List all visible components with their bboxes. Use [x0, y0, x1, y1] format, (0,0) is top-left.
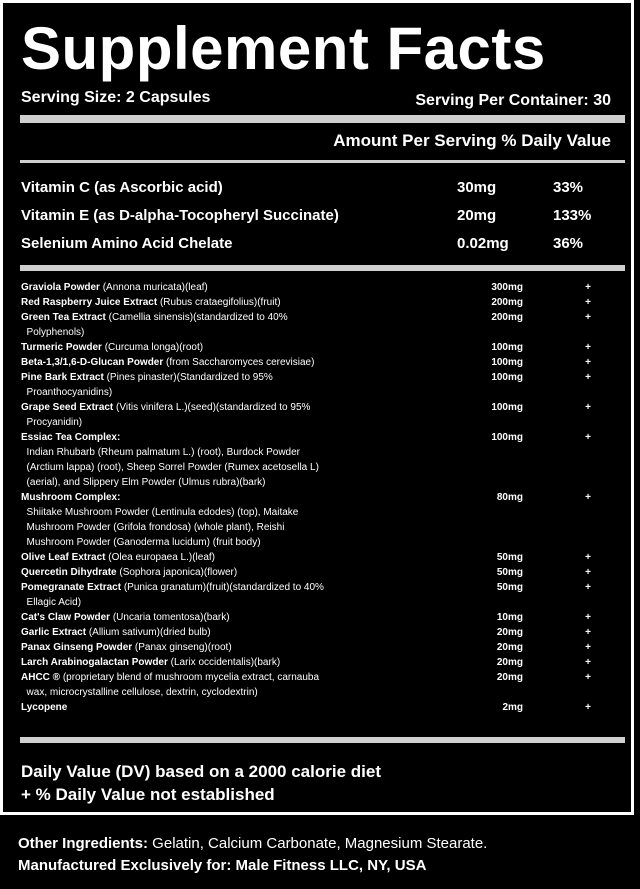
ingredient-name-cell	[21, 595, 451, 610]
ingredient-daily-value: +	[585, 297, 591, 308]
ingredient-amount: 20mg	[496, 642, 523, 653]
ingredient-detail: (Annona muricata)(leaf)	[99, 282, 208, 293]
ingredient-name-cell	[21, 325, 451, 340]
ingredient-amount	[451, 460, 523, 475]
nutrient-row	[21, 179, 609, 201]
ingredient-row	[21, 580, 621, 595]
ingredient-amount: 50mg	[496, 567, 523, 578]
ingredient-daily-value	[523, 535, 591, 550]
ingredient-name: Cat's Claw Powder	[21, 612, 111, 623]
ingredient-row	[21, 625, 621, 640]
ingredient-amount: 50mg	[496, 552, 523, 563]
ingredient-daily-value: +	[585, 552, 591, 563]
nutrient-amount: 0.02mg	[457, 235, 509, 252]
ingredient-daily-value	[523, 415, 591, 430]
ingredient-name: Pomegranate Extract	[21, 582, 122, 593]
nutrient-amount: 20mg	[457, 207, 497, 224]
ingredient-name-cell	[21, 310, 451, 325]
ingredient-row	[21, 640, 621, 655]
ingredient-daily-value: +	[585, 672, 591, 683]
ingredient-detail: Polyphenols)	[21, 327, 85, 338]
ingredient-detail: (Allium sativum)(dried bulb)	[86, 627, 211, 638]
ingredient-daily-value	[523, 595, 591, 610]
ingredient-name-cell	[21, 625, 451, 640]
ingredient-amount	[451, 415, 523, 430]
ingredient-detail: (Sophora japonica)(flower)	[116, 567, 238, 578]
ingredient-amount: 100mg	[491, 342, 523, 353]
ingredient-name-cell	[21, 685, 451, 700]
ingredient-daily-value	[523, 520, 591, 535]
ingredient-daily-value	[523, 505, 591, 520]
ingredient-row	[21, 475, 621, 490]
ingredient-amount	[451, 520, 523, 535]
thick-divider	[20, 115, 625, 123]
ingredient-name-cell	[21, 385, 451, 400]
ingredient-daily-value: +	[585, 402, 591, 413]
ingredient-row	[21, 310, 621, 325]
ingredient-daily-value	[523, 325, 591, 340]
ingredient-amount: 100mg	[491, 432, 523, 443]
ingredient-name: Panax Ginseng Powder	[21, 642, 133, 653]
ingredient-amount: 50mg	[496, 582, 523, 593]
ingredient-detail: Ellagic Acid)	[21, 597, 82, 608]
nutrient-daily-value: 33%	[553, 179, 584, 196]
footnote-line: Daily Value (DV) based on a 2000 calorie diet	[21, 762, 381, 781]
ingredient-row	[21, 520, 621, 535]
amount-per-serving-header: Amount Per Serving % Daily Value	[333, 131, 611, 150]
ingredient-detail: (Panax ginseng)(root)	[132, 642, 232, 653]
ingredient-name-cell	[21, 400, 451, 415]
ingredient-name-cell	[21, 655, 451, 670]
serving-size: Serving Size: 2 Capsules	[21, 89, 211, 106]
ingredient-row	[21, 610, 621, 625]
ingredient-name-cell	[21, 340, 451, 355]
ingredient-name-cell	[21, 580, 451, 595]
ingredient-name: Lycopene	[21, 702, 68, 713]
ingredient-amount: 100mg	[491, 402, 523, 413]
manufacturer-line: Manufactured Exclusively for: Male Fitness LLC, NY, USA	[18, 857, 427, 874]
divider	[20, 160, 625, 163]
ingredient-name-cell	[21, 430, 451, 445]
nutrient-name: Selenium Amino Acid Chelate	[21, 235, 233, 252]
ingredient-amount	[451, 685, 523, 700]
ingredient-row	[21, 325, 621, 340]
ingredient-row	[21, 505, 621, 520]
ingredient-daily-value: +	[585, 612, 591, 623]
ingredient-name-cell	[21, 490, 451, 505]
ingredient-daily-value: +	[585, 432, 591, 443]
ingredient-amount: 300mg	[491, 282, 523, 293]
other-ingredients-value: Gelatin, Calcium Carbonate, Magnesium Stearate.	[148, 835, 488, 852]
ingredient-detail: Proanthocyanidins)	[21, 387, 113, 398]
ingredient-name-cell	[21, 700, 451, 715]
ingredient-row	[21, 355, 621, 370]
ingredient-detail: Indian Rhubarb (Rheum palmatum L.) (root), Burdock Powder	[21, 447, 301, 458]
ingredient-detail: (Punica granatum)(fruit)(standardized to 40%	[121, 582, 324, 593]
ingredient-daily-value: +	[585, 357, 591, 368]
ingredient-amount: 2mg	[502, 702, 523, 713]
ingredient-detail: Shiitake Mushroom Powder (Lentinula edodes) (top), Maitake	[21, 507, 299, 518]
ingredient-amount: 20mg	[496, 657, 523, 668]
ingredient-name: Mushroom Complex:	[21, 492, 121, 503]
panel-title: Supplement Facts	[21, 15, 546, 82]
ingredient-daily-value: +	[585, 372, 591, 383]
ingredient-list	[21, 280, 621, 715]
ingredient-name: Olive Leaf Extract	[21, 552, 106, 563]
ingredient-detail: (Vitis vinifera L.)(seed)(standardized to 95%	[113, 402, 311, 413]
thick-divider	[20, 737, 625, 743]
ingredient-row	[21, 295, 621, 310]
ingredient-amount: 20mg	[496, 627, 523, 638]
ingredient-daily-value: +	[585, 627, 591, 638]
daily-value-footnote	[21, 760, 381, 806]
ingredient-daily-value: +	[585, 582, 591, 593]
other-ingredients	[18, 833, 487, 855]
ingredient-name: AHCC ®	[21, 672, 61, 683]
ingredient-name-cell	[21, 280, 451, 295]
ingredient-detail: (Camellia sinensis)(standardized to 40%	[105, 312, 288, 323]
ingredient-row	[21, 340, 621, 355]
nutrient-daily-value: 133%	[553, 207, 592, 224]
ingredient-name: Beta-1,3/1,6-D-Glucan Powder	[21, 357, 164, 368]
ingredient-amount	[451, 505, 523, 520]
ingredient-amount: 100mg	[491, 372, 523, 383]
ingredient-amount	[451, 595, 523, 610]
ingredient-name: Larch Arabinogalactan Powder	[21, 657, 168, 668]
other-ingredients-label: Other Ingredients:	[18, 835, 149, 852]
ingredient-daily-value	[523, 460, 591, 475]
ingredient-amount	[451, 325, 523, 340]
ingredient-name-cell	[21, 475, 451, 490]
ingredient-amount	[451, 475, 523, 490]
ingredient-amount: 100mg	[491, 357, 523, 368]
ingredient-amount	[451, 445, 523, 460]
ingredient-detail: (Pines pinaster)(Standardized to 95%	[103, 372, 273, 383]
ingredient-name-cell	[21, 415, 451, 430]
ingredient-name-cell	[21, 445, 451, 460]
ingredient-name: Grape Seed Extract	[21, 402, 114, 413]
ingredient-name: Garlic Extract	[21, 627, 87, 638]
ingredient-detail: (proprietary blend of mushroom mycelia extract, carnauba	[60, 672, 320, 683]
ingredient-detail: wax, microcrystalline cellulose, dextrin, cyclodextrin)	[21, 687, 258, 698]
footnote-line: + % Daily Value not established	[21, 785, 275, 804]
ingredient-row	[21, 550, 621, 565]
ingredient-daily-value: +	[585, 642, 591, 653]
ingredient-name: Quercetin Dihydrate	[21, 567, 117, 578]
ingredient-row	[21, 490, 621, 505]
ingredient-name-cell	[21, 460, 451, 475]
ingredient-daily-value	[523, 445, 591, 460]
ingredient-row	[21, 385, 621, 400]
ingredient-row	[21, 460, 621, 475]
ingredient-detail: (Rubus crataegifolius)(fruit)	[157, 297, 281, 308]
nutrient-name: Vitamin E (as D-alpha-Tocopheryl Succinate)	[21, 207, 339, 224]
ingredient-detail: (Curcuma longa)(root)	[101, 342, 204, 353]
ingredient-amount: 200mg	[491, 312, 523, 323]
ingredient-name-cell	[21, 670, 451, 685]
ingredient-name-cell	[21, 550, 451, 565]
ingredient-daily-value	[523, 685, 591, 700]
nutrient-row	[21, 207, 609, 229]
ingredient-row	[21, 685, 621, 700]
thick-divider	[20, 265, 625, 271]
ingredient-daily-value: +	[585, 282, 591, 293]
ingredient-row	[21, 595, 621, 610]
ingredient-daily-value: +	[585, 657, 591, 668]
ingredient-name-cell	[21, 370, 451, 385]
ingredient-row	[21, 445, 621, 460]
ingredient-name-cell	[21, 640, 451, 655]
ingredient-name-cell	[21, 565, 451, 580]
ingredient-daily-value	[523, 475, 591, 490]
ingredient-row	[21, 400, 621, 415]
ingredient-row	[21, 565, 621, 580]
ingredient-name: Red Raspberry Juice Extract	[21, 297, 158, 308]
ingredient-name: Essiac Tea Complex:	[21, 432, 121, 443]
ingredient-row	[21, 430, 621, 445]
ingredient-name: Graviola Powder	[21, 282, 100, 293]
nutrient-name: Vitamin C (as Ascorbic acid)	[21, 179, 223, 196]
ingredient-detail: (Arctium lappa) (root), Sheep Sorrel Powder (Rumex acetosella L)	[21, 462, 319, 473]
ingredient-amount	[451, 385, 523, 400]
ingredient-amount: 200mg	[491, 297, 523, 308]
ingredient-name: Pine Bark Extract	[21, 372, 104, 383]
ingredient-row	[21, 670, 621, 685]
ingredient-name-cell	[21, 520, 451, 535]
ingredient-amount: 20mg	[496, 672, 523, 683]
ingredient-detail: Mushroom Powder (Grifola frondosa) (whole plant), Reishi	[21, 522, 285, 533]
ingredient-detail: (Olea europaea L.)(leaf)	[105, 552, 215, 563]
servings-per-container: Serving Per Container: 30	[415, 92, 611, 109]
nutrient-amount: 30mg	[457, 179, 497, 196]
ingredient-row	[21, 700, 621, 715]
ingredient-daily-value: +	[585, 567, 591, 578]
ingredient-detail: Procyanidin)	[21, 417, 83, 428]
ingredient-detail: (aerial), and Slippery Elm Powder (Ulmus rubra)(bark)	[21, 477, 266, 488]
ingredient-daily-value	[523, 385, 591, 400]
ingredient-name-cell	[21, 355, 451, 370]
ingredient-name-cell	[21, 610, 451, 625]
ingredient-name-cell	[21, 295, 451, 310]
ingredient-detail: Mushroom Powder (Ganoderma lucidum) (fruit body)	[21, 537, 261, 548]
ingredient-amount	[451, 535, 523, 550]
ingredient-row	[21, 280, 621, 295]
ingredient-amount: 80mg	[496, 492, 523, 503]
ingredient-amount: 10mg	[496, 612, 523, 623]
nutrient-daily-value: 36%	[553, 235, 584, 252]
ingredient-detail: (Uncaria tomentosa)(bark)	[110, 612, 230, 623]
ingredient-detail: (from Saccharomyces cerevisiae)	[163, 357, 315, 368]
ingredient-daily-value: +	[585, 492, 591, 503]
ingredient-daily-value: +	[585, 312, 591, 323]
ingredient-name: Green Tea Extract	[21, 312, 106, 323]
ingredient-row	[21, 535, 621, 550]
ingredient-row	[21, 370, 621, 385]
ingredient-name-cell	[21, 505, 451, 520]
ingredient-daily-value: +	[585, 342, 591, 353]
ingredient-detail: (Larix occidentalis)(bark)	[167, 657, 281, 668]
nutrient-row	[21, 235, 609, 257]
ingredient-name: Turmeric Powder	[21, 342, 102, 353]
ingredient-name-cell	[21, 535, 451, 550]
label-footer	[18, 833, 487, 877]
ingredient-row	[21, 415, 621, 430]
ingredient-row	[21, 655, 621, 670]
ingredient-daily-value: +	[585, 702, 591, 713]
